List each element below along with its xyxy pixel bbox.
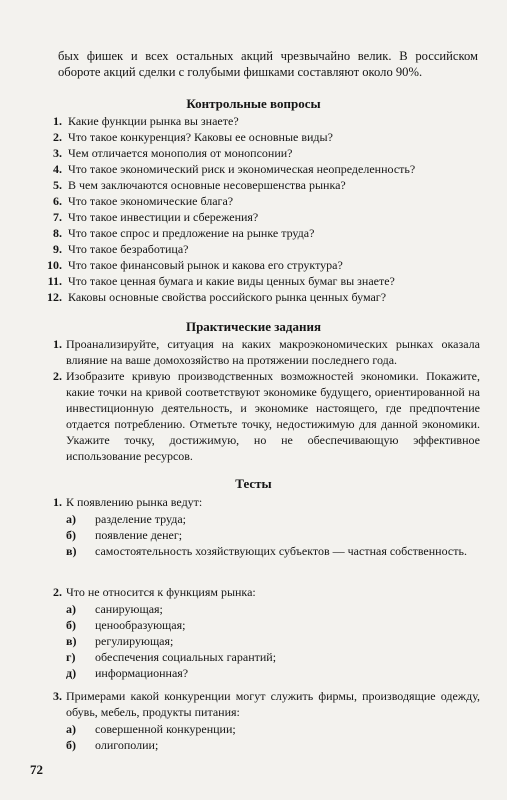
option-letter: г) — [66, 650, 76, 664]
question-number: 3. — [53, 146, 62, 160]
task-number-label: 1. — [53, 337, 62, 351]
question-text: Что такое спрос и предложение на рынке труда? — [68, 226, 315, 240]
question-number: 10. — [47, 258, 62, 272]
option-letter: а) — [66, 722, 76, 736]
intro-paragraph: бых фишек и всех остальных акций чрезвычайно велик. В российском обороте акций сделки с голубыми фишками составляют около 90%. — [58, 49, 478, 79]
option-letter: в) — [66, 544, 77, 558]
question-text: Какие функции рынка вы знаете? — [68, 114, 239, 128]
test-question-text: Примерами какой конкуренции могут служить фирмы, производящие одежду, обувь, мебель, продукты питания: — [66, 689, 480, 719]
question-text: Что такое финансовый рынок и какова его структура? — [68, 258, 343, 272]
option-letter: б) — [66, 528, 76, 542]
question-number: 5. — [53, 178, 62, 192]
question-number: 11. — [47, 274, 62, 288]
option-letter: д) — [66, 666, 77, 680]
question-number: 12. — [47, 290, 62, 304]
option-text: совершенной конкуренции; — [95, 722, 236, 736]
option-text: информационная? — [95, 666, 189, 680]
test-question-text: Что не относится к функциям рынка: — [66, 585, 256, 599]
practical-tasks-heading: Практические задания — [185, 319, 322, 334]
control-questions-heading: Контрольные вопросы — [186, 96, 321, 111]
question-number: 9. — [53, 242, 62, 256]
question-number: 2. — [53, 130, 62, 144]
task-text: Проанализируйте, ситуация на каких макроэкономических рынках оказала влияние на ваше домохозяйство на протяжении последнего года. — [66, 337, 480, 367]
option-text: ценообразующая; — [95, 618, 186, 632]
question-text: В чем заключаются основные несовершенства рынка? — [68, 178, 346, 192]
option-text: самостоятельность хозяйствующих субъектов — частная собственность. — [95, 544, 467, 558]
question-text: Что такое ценная бумага и какие виды ценных бумаг вы знаете? — [68, 274, 395, 288]
option-letter: б) — [66, 738, 76, 752]
option-text: санирующая; — [95, 602, 163, 616]
option-text: появление денег; — [95, 528, 183, 542]
page-number: 72 — [30, 762, 43, 777]
test-question-number: 2. — [53, 585, 62, 599]
option-letter: а) — [66, 602, 76, 616]
option-letter: а) — [66, 512, 76, 526]
question-text: Что такое экономические блага? — [68, 194, 234, 208]
question-text: Каковы основные свойства российского рынка ценных бумаг? — [68, 290, 387, 304]
option-text: регулирующая; — [95, 634, 174, 648]
question-number: 6. — [53, 194, 62, 208]
tests-heading: Тесты — [235, 476, 272, 491]
question-text: Что такое инвестиции и сбережения? — [68, 210, 259, 224]
task-number-label: 2. — [53, 369, 62, 383]
question-number: 7. — [53, 210, 62, 224]
task-text: Изобразите кривую производственных возможностей экономики. Покажите, какие точки на кривой соответствуют экономике будущего, ориентированной на инвестиционную деятельность, и экономике настоящего, где предпочтение отдается потреблению. Отметьте точку, недостижимую для данной экономики. Укажите точку, достижимую, но не обеспечивающую эффективное использование ресурсов. — [66, 369, 480, 463]
option-text: обеспечения социальных гарантий; — [95, 650, 277, 664]
question-number: 4. — [53, 162, 62, 176]
question-number: 8. — [53, 226, 62, 240]
question-text: Что такое безработица? — [68, 242, 189, 256]
option-text: разделение труда; — [95, 512, 187, 526]
test-question-text: К появлению рынка ведут: — [66, 495, 203, 509]
option-letter: б) — [66, 618, 76, 632]
option-text: олигополии; — [95, 738, 159, 752]
option-letter: в) — [66, 634, 77, 648]
question-text: Чем отличается монополия от монопсонии? — [68, 146, 293, 160]
question-number: 1. — [53, 114, 62, 128]
test-question-number: 1. — [53, 495, 62, 509]
question-text: Что такое конкуренция? Каковы ее основные виды? — [68, 130, 333, 144]
test-question-number: 3. — [53, 689, 62, 703]
question-text: Что такое экономический риск и экономическая неопределенность? — [68, 162, 416, 176]
